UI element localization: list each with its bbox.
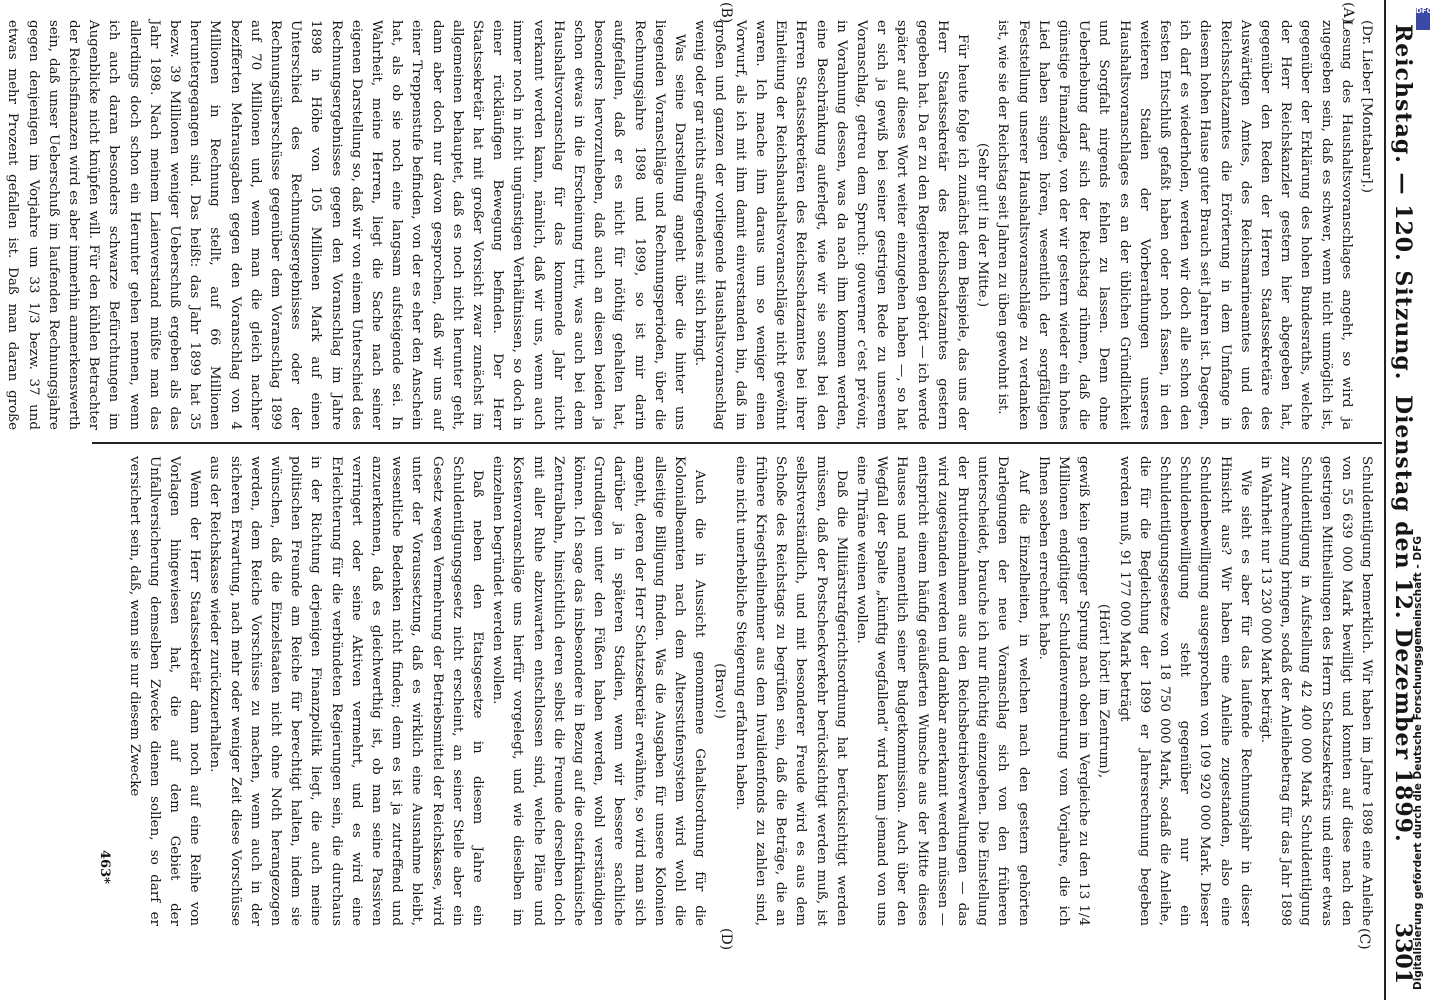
paragraph: Daß die Militärstrafgerichtsordnung hat berücksichtigt werden müssen, daß der Postscheckverkehr berücksichtigt werden muß, ist selbstverständlich, und mit besonderer Freude wird es aus dem Schoße des Reichstags zu begrüßen sein, daß die Beträge, die an frühere Kriegstheilnehmer aus dem Invalidenfonds zu zahlen sind, eine nicht unerhebliche Steigerung erfahren haben. bbox=[732, 456, 849, 926]
paragraph: Wie sieht es aber für das laufende Rechnungsjahr in dieser Hinsicht aus? Wir haben eine Anleihe zugestanden, also eine Schuldenbewilligung ausgesprochen von 109 920 000 Mark. Dieser Schuldenbewilligung steht gegenüber nur ein Schuldentilgungsgesetze von 18 750 000 Mark, sodaß die Anleihe, die für die Begleichung der 1899 er Jahresrechnung begeben werden muß, 91 177 000 Mark beträgt bbox=[1116, 456, 1253, 926]
dfg-logo-text: DFG bbox=[1416, 7, 1433, 15]
speaker-line: (Dr. Lieber [Montabaur].) bbox=[1359, 20, 1374, 193]
margin-mark-d: (D) bbox=[718, 928, 734, 951]
paragraph: Schuldentilgung bemerklich. Wir haben im Jahre 1898 eine Anleihe von 55 639 000 Mark bewilligt und konnten auf diese nach den gestrigen Mittheilungen des Herrn Schatzsekretärs und einer etwas Schuldentilgung in Aufstellung 42 400 000 Mark Schuldentilgung zur Anrechnung bringen, sodaß der Anleihebetrag für das Jahr 1898 in Wahrheit nur 13 230 000 Mark beträgt. bbox=[1257, 456, 1374, 926]
paragraph: gewiß kein geringer Sprung nach oben im Vergleiche zu den 13 1/4 Millionen endgiltiger Schuldenvermehrung vom Vorjahre, die ich Ihnen soeben errechnet habe. bbox=[1035, 456, 1092, 926]
paragraph: Lesung des Haushaltsvoranschlages angeht, so wird ja zugegeben sein, daß es schwer, wenn nicht unmöglich ist, gegenüber der Erklärung des hohen Bundesraths, welche der Herr Reichskanzler gestern hier abgegeben hat, gegenüber den Reden der Herren Staatssekretäre des Auswärtigen Amtes, des Reichsmarineamtes und des Reichsschatzamtes die Erörterung in dem Umfange in diesem hohen Hause guter Brauch seit Jahren ist. Dagegen, ich darf es wiederholen, werden wir doch alle schon den festen Entschluß gefaßt haben oder noch fassen, in den weiteren Stadien der Vorberathungen unseres Haushaltsvoranschlages es an der üblichen Gründlichkeit und Sorgfalt nirgends fehlen zu lassen. Denn ohne Ueberhebung darf sich der Reichstag rühmen, daß die günstige Finanzlage, von der wir gestern wieder ein hohes Lied haben singen hören, wesentlich der sorgfältigen Feststellung unserer Haushaltsvoranschläge zu verdanken ist, wie sie der Reichstag seit Jahren zu üben gewohnt ist. bbox=[995, 20, 1354, 430]
column-divider bbox=[92, 442, 1382, 444]
digitization-note-text: Digitalisierung gefördert durch die Deutsche Forschungsgemeinschaft - DFG bbox=[1412, 536, 1424, 990]
interjection: (Sehr gut! in der Mitte.) bbox=[975, 142, 991, 308]
margin-mark-b: (B) bbox=[718, 2, 734, 24]
header-left-title: Reichstag. — 120. Sitzung. bbox=[1390, 24, 1416, 381]
paragraph: Wenn der Herr Staatssekretär dann noch auf eine Reihe von Vorlagen hingewiesen hat, die auf dem Gebiet der Unfallversicherung demselben Zwecke dienen sollen, so darf er versichert sein, daß, wenn sie nur diesem Zwecke bbox=[126, 456, 203, 926]
paragraph: Daß neben den Etatsgesetze in diesem Jahre ein Schuldentilgungsgesetz nicht erscheint, an seiner Stelle aber ein Gesetz wegen Vermehrung der Betriebsmittel der Reichskasse, wird unter der Voraussetzung, daß es wirklich eine Ausnahme bleibt, wesentliche Bedenken nicht finden; denn es ist ja zutreffend und anzuerkennen, daß es gleichwerthig ist, ob man seine Passiven verringert oder seine Aktiven vermehrt, und es wird eine Erleichterung für die verbündeten Regierungen sein, die durchaus in der Richtung derjenigen Finanzpolitik liegt, die auch meine politischen Freunde am Reiche für berechtigt halten, indem sie wünschen, daß die Einzelstaaten nicht ohne Noth herangezogen werden, dem Reiche Vorschüsse zu machen, wenn auch in der sicheren Erwartung, nach mehr oder weniger Zeit diese Vorschüsse aus der Reichskasse wieder zurückzuerhalten. bbox=[207, 456, 486, 926]
interjection: (Bravo!) bbox=[712, 663, 728, 719]
paragraph: Auch die in Aussicht genommene Gehaltsordnung für die Kolonialbeamten nach dem Altersstufensystem wird wohl die allseitige Billigung finden. Was die Ausgaben für unsere Kolonien angeht, deren der Herr Schatzsekretär erwähnte, so wird man sich darüber ja in späteren Stadien, wenn wir bessere sachliche Grundlagen unter den Füßen haben werden, wohl verständigen können. Ich sage das insbesondere in Bezug auf die ostafrikanische Zentralbahn, hinsichtlich deren selbst die Freunde derselben doch mit aller Ruhe abzuwarten entschlossen sind, welche Pläne und Kostenvoranschläge uns hierfür vorgelegt, und wie dieselben im einzelnen begründet werden wollen. bbox=[490, 456, 708, 926]
newspaper-page bbox=[5, 0, 1434, 1000]
interjection: (Hört! hört! im Zentrum), bbox=[1096, 603, 1112, 779]
page-number: 3301 bbox=[1390, 922, 1416, 984]
signature-mark: 463* bbox=[97, 850, 112, 884]
margin-mark-a: (A) bbox=[1340, 2, 1356, 24]
paragraph: Auf die Einzelheiten, in welchen nach den gestern gehörten Darlegungen der neue Voranschlag sich von den früheren unterscheidet, brauche ich nur flüchtig einzugehen. Die Einstellung der Bruttoeinnahmen aus den Reichsbetriebsverwaltungen — das wird zugestanden werden und dankbar anerkannt werden müssen — entspricht einem häufig geäußerten Wunsche aus der Mitte dieses Hauses und namentlich seiner Budgetkommission. Auch über den Wegfall der Spalte „künftig wegfallend“ wird kaum jemand von uns eine Thräne weinen wollen. bbox=[853, 456, 1031, 926]
margin-mark-c: (C) bbox=[1356, 928, 1372, 950]
header-date: Dienstag den 12. Dezember 1899. bbox=[1390, 395, 1416, 843]
paragraph: Was seine Darstellung angeht über die hinter uns liegenden Voranschläge und Rechnungsperioden, über die Rechnungsjahre 1898 und 1899, so ist mir darin aufgefallen, daß er es nicht für nöthig gehalten hat, besonders hervorzuheben, daß auch an diesen beiden ja schon etwas in die Erscheinung tritt, was auch bei dem Haushaltsvoranschlag für das kommende Jahr nicht verkannt werden kann, nämlich, daß wir uns, wenn auch immer noch in nicht ungünstigen Verhältnissen, so doch in einer rückläufigen Bewegung befinden. Der Herr Staatssekretär hat mit großer Vorsicht zwar zunächst im allgemeinen behauptet, daß es noch nicht herunter geht, dann aber doch nur davon gesprochen, daß wir uns auf einer Treppenstufe befinden, von der es eher den Anschein hat, als ob sie noch eine langsam aufsteigende sei. In Wahrheit, meine Herren, liegt die Sache nach seiner eigenen Darstellung so, daß wir von einem Unterschied des Rechnungsergebnisses gegen den Voranschlag im Jahre 1898 in Höhe von 105 Millionen Mark auf einen Unterschied des Rechnungsergebnisses oder der Rechnungsüberschüsse gegenüber dem Voranschlag 1899 auf 70 Millionen und, wenn man die gleich nachher bezifferten Mehrausgaben gegen den Voranschlag von 4 Millionen in Rechnung stellt, auf 66 Millionen heruntergegangen sind. Das heißt: das Jahr 1899 hat 35 bezw. 39 Millionen weniger Ueberschuß ergeben als das Jahr 1898. Nach meinem Laienverstand müßte man das allerdings doch schon ein Herunter gehen nennen, wenn ich auch daran besonders schwarze Befürchtungen im Augenblicke nicht knüpfen will. Für den kühlen Betrachter der Reichsfinanzen wird es aber immerhin anmerkenswerth sein, daß unser Ueberschuß im laufenden Rechnungsjahre gegen denjenigen im Vorjahre um 33 1/3 bezw. 37 und etwas mehr Prozent gefallen ist. Daß man daran große bbox=[5, 20, 688, 430]
paragraph: Für heute folge ich zunächst dem Beispiele, das uns der Herr Staatssekretär des Reichsschatzamtes gestern gegeben hat. Da er zu den Regierenden gehört — ich werde später auf dieses Wort weiter einzugehen haben —, so hat er sich ja gewiß bei seiner gestrigen Rede zu unserem Voranschlag, getreu dem Spruch: gouverner c'est prévoir, in Vorahnung dessen, was da nach ihm kommen werden, eine Beschränkung auferlegt, wie wir sie sonst bei den Herren Staatssekretären des Reichsschatzamtes bei ihrer Einleitung der Reichshaushaltsvoranschläge nicht gewöhnt waren. Ich mache ihm daraus um so weniger einen Vorwurf, als ich mit ihm damit einverstanden bin, daß im großen und ganzen der vorliegende Haushaltsvoranschlag wenig oder gar nichts aufregendes mit sich bringt. bbox=[692, 20, 970, 430]
digitization-note bbox=[1410, 10, 1434, 1000]
right-column bbox=[96, 456, 1376, 926]
left-column bbox=[5, 20, 1376, 430]
